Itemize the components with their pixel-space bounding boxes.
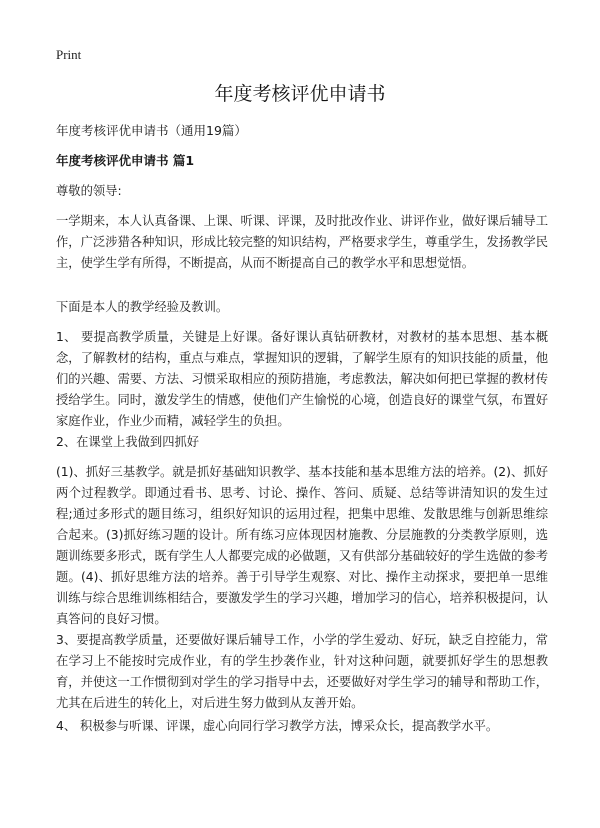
paragraph-intro: 一学期来，本人认真备课、上课、听课、评课，及时批改作业、讲评作业，做好课后辅导工作，广泛涉猎各种知识，形成比较完整的知识结构，严格要求学生，尊重学生，发扬教学民主，使学生学有所得，不断提高，从而不断提高自己的教学水平和思想觉悟。 <box>56 214 548 270</box>
section-title: 年度考核评优申请书 篇1 <box>56 153 195 168</box>
document-title: 年度考核评优申请书 <box>214 83 386 105</box>
paragraph-point-2-detail: (1)、抓好三基教学。就是抓好基础知识教学、基本技能和基本思维方法的培养。(2)、抓好两个过程教学。即通过看书、思考、讨论、操作、答问、质疑、总结等讲清知识的发生过程;通过多形式的题目练习，组织好知识的运用过程，把集中思维、发散思维与创新思维综合起来。(3)抓好练习题的设计。所有练习应体现因材施教、分层施教的分类教学原则，选题训练要多形式，既有学生人人都要完成的必做题，又有供部分基础较好的学生选做的参考题。(4)、抓好思维方法的培养。善于引导学生观察、对比、操作主动探求，要把单一思维训练与综合思维训练相结合，要激发学生的学习兴趣，增加学习的信心，培养积极提问，认真答问的良好习惯。 <box>56 465 548 626</box>
document-subtitle: 年度考核评优申请书（通用19篇） <box>56 123 247 138</box>
paragraph-point-1: 1、 要提高教学质量，关键是上好课。备好课认真钻研教材，对教材的基本思想、基本概念，了解教材的结构，重点与难点，掌握知识的逻辑，了解学生原有的知识技能的质量，他们的兴趣、需要、方法、习惯采取相应的预防措施，考虑教法，解决如何把已掌握的教材传授给学生。同时，激发学生的情感，使他们产生愉悦的心境，创造良好的课堂气氛，布置好家庭作业，作业少而精，减轻学生的负担。 <box>56 330 548 428</box>
paragraph-point-2-heading: 2、在课堂上我做到四抓好 <box>56 435 200 449</box>
paragraph-point-4: 4、 积极参与听课、评课，虚心向同行学习教学方法，博采众长，提高教学水平。 <box>56 719 499 733</box>
salutation: 尊敬的领导: <box>56 184 122 198</box>
print-label: Print <box>56 47 82 62</box>
paragraph-point-3: 3、要提高教学质量，还要做好课后辅导工作，小学的学生爱动、好玩，缺乏自控能力，常在学习上不能按时完成作业，有的学生抄袭作业，针对这种问题，就要抓好学生的思想教育，并使这一工作惯彻到对学生的学习指导中去，还要做好对学生学习的辅导和帮助工作，尤其在后进生的转化上，对后进生努力做到从友善开始。 <box>56 633 548 710</box>
paragraph-lessons-heading: 下面是本人的教学经验及教训。 <box>56 300 229 314</box>
